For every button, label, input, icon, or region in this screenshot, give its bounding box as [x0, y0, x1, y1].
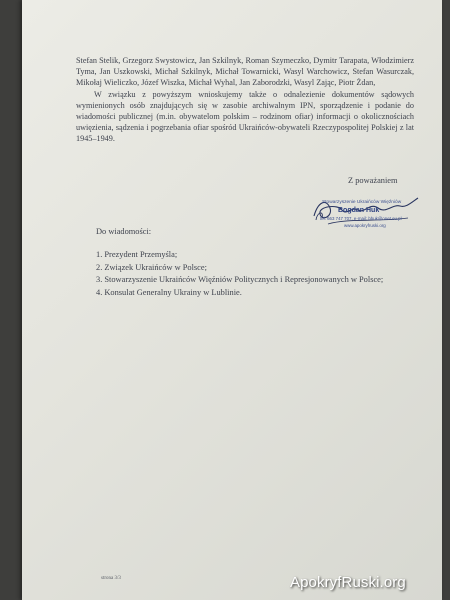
stamp-website: www.apokryfruski.org	[344, 223, 386, 228]
stamp-organization: Stowarzyszenie Ukraińców Więźniów	[322, 200, 402, 205]
stamp-name: Bogdan Huk	[338, 207, 380, 214]
letter-body	[76, 55, 414, 145]
names-paragraph: Stefan Stelik, Grzegorz Swystowicz, Jan Szkilnyk, Roman Szymeczko, Dymitr Tarapata, Włodzimierz Tyma, Jan Uszkowski, Michał Szkilnyk, Michał Towarnicki, Wasyl Warchowicz, Stefan Wasurczak, Mikołaj Wieliczko, Józef Wiszka, Michał Wyhal, Jan Zaborodzki, Wasyl Zając, Piotr Żdan,	[76, 56, 414, 88]
recipient-list	[96, 249, 383, 299]
notice-heading: Do wiadomości:	[96, 227, 152, 236]
page-number: strona 3/3	[101, 576, 121, 581]
stamp-contact: tel. 663 747 707, e-mail: bhuk@onet.eu.pl	[320, 216, 402, 221]
document-page	[22, 0, 442, 600]
watermark: ApokryfRuski.org	[290, 574, 406, 591]
closing-salutation: Z poważaniem	[348, 176, 398, 185]
list-item: 2. Związek Ukraińców w Polsce;	[96, 262, 207, 272]
list-item: 1. Prezydent Przemyśla;	[96, 250, 178, 259]
request-paragraph: W związku z powyższym wnioskujemy także o odnalezienie dokumentów sądowych wymienionych osób znajdujących się w zasobie archiwalnym IPN, sporządzenie i podanie do wiadomości publicznej (m.in. obywatelom polskim – rodzinom ofiar) informacji o okolicznościach uwięzienia, sądzenia i pogrzebania ofiar spośród Ukraińców-obywateli Rzeczypospolitej Polskiej z lat 1945–1949.	[76, 89, 414, 144]
signature-stamp	[308, 188, 428, 234]
list-item: 3. Stowarzyszenie Ukraińców Więźniów Politycznych i Represjonowanych w Polsce;	[96, 275, 384, 285]
list-item: 4. Konsulat Generalny Ukrainy w Lublinie.	[96, 287, 242, 297]
